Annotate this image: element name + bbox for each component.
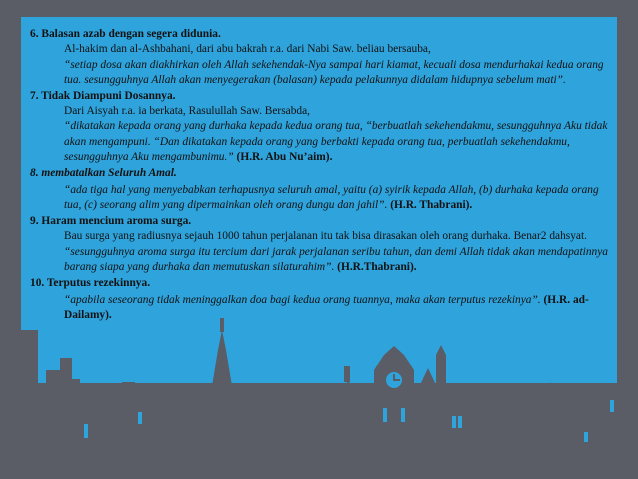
quote-text-7: “dikatakan kepada orang yang durhaka kepada kedua orang tua, “berbuatlah sekehendakmu, sesungguhnya Aku tidak akan mengampuni. “Dan dikatakan kepada orang yang berbakti kepada orang tua, perbuatlah sekehendakmu, sesungguhnya Aku mengambunimu.” (64, 120, 608, 164)
heading-6: 6. Balasan azab dengan segera didunia. (30, 28, 221, 40)
source-7: (H.R. Abu Nu’aim). (236, 151, 333, 164)
hadith-quote-10 (64, 293, 615, 324)
source-10: (H.R. ad-Dailamy). (64, 293, 589, 322)
narration-6: Al-hakim dan al-Ashbahani, dari abu bakrah r.a. dari Nabi Saw. beliau bersauba, (64, 43, 431, 56)
source-9: (H.R.Thabrani). (337, 261, 417, 274)
heading-9: 9. Haram mencium aroma surga. (30, 214, 192, 227)
slide-content (30, 27, 615, 324)
source-8: (H.R. Thabrani). (390, 199, 473, 212)
hadith-quote-6: “setiap dosa akan diakhirkan oleh Allah sekehendak-Nya sampai hari kiamat, kecuali dosa mendurhakai kedua orang tua. sesungguhnya Allah akan menyegerakan (balasan) kepada pelakunnya didalam hidupnya sebelum mati”. (64, 58, 604, 87)
hadith-quote-7 (64, 119, 615, 165)
heading-8: 8. membatalkan Seluruh Amal. (30, 166, 177, 179)
heading-10: 10. Terputus rezekinnya. (30, 276, 151, 289)
quote-text-10: “apabila seseorang tidak meninggalkan doa bagi kedua orang tuannya, maka akan terputus rezekinya”. (64, 293, 544, 306)
hadith-quote-9 (64, 245, 615, 276)
quote-text-8: “ada tiga hal yang menyebabkan terhapusnya seluruh amal, yaitu (a) syirik kepada Allah, (b) durhaka kepada orang tua, (c) seorang alim yang dipermainkan oleh orang dungu dan jahil”. (64, 184, 599, 212)
narration-9: Bau surga yang radiusnya sejauh 1000 tahun perjalanan itu tak bisa dirasakan oleh orang durhaka. Benar2 dahsyat. (64, 230, 587, 243)
narration-7: Dari Aisyah r.a. ia berkata, Rasulullah Saw. Bersabda, (64, 105, 310, 118)
hadith-quote-8 (64, 183, 615, 214)
heading-7: 7. Tidak Diampuni Dosannya. (30, 89, 176, 102)
quote-text-9: “sesungguhnya aroma surga itu tercium dari jarak perjalanan seribu tahun, dan demi Allah tidak akan mendapatinnya barang siapa yang durhaka dan memutuskan silaturahim”. (64, 245, 608, 274)
